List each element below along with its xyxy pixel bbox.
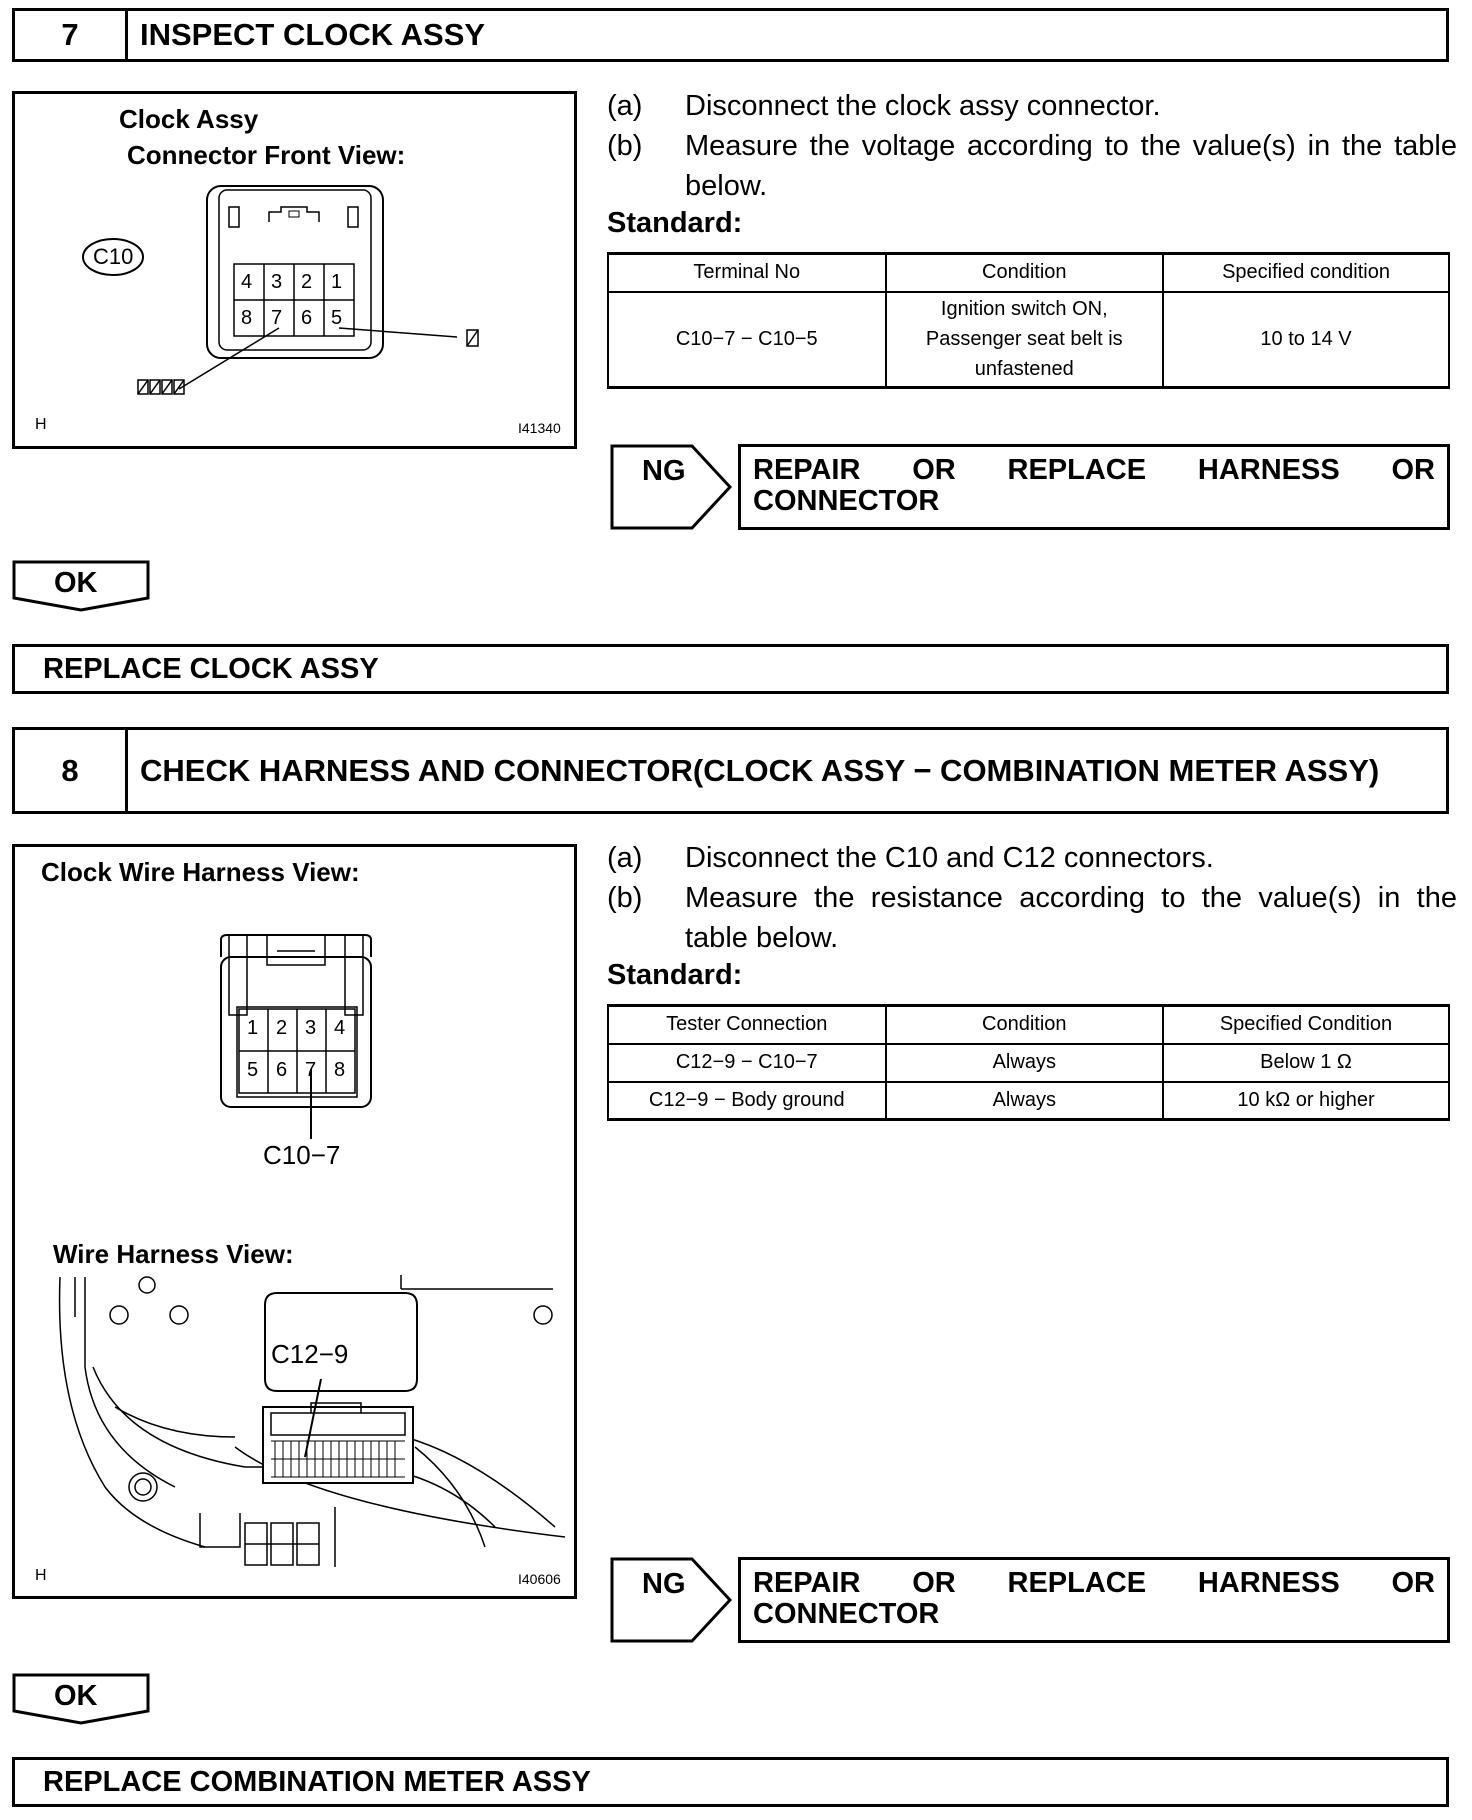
table-header-cell: Condition xyxy=(886,254,1164,292)
instruction-a: (a) Disconnect the C10 and C12 connectors. xyxy=(607,842,1214,874)
pin-1: 1 xyxy=(331,271,343,293)
step-8-instructions xyxy=(607,838,1457,958)
ok-label: OK xyxy=(54,567,98,599)
pin-6: 6 xyxy=(276,1059,288,1081)
clock-view-title: Clock Wire Harness View: xyxy=(41,857,360,887)
table-cell: Always xyxy=(886,1082,1164,1120)
table-row xyxy=(608,1044,1449,1082)
harness-view-title: Wire Harness View: xyxy=(53,1239,294,1269)
ng-label: NG xyxy=(642,1568,686,1600)
ng-action-line1: REPAIR OR REPLACE HARNESS OR xyxy=(753,454,1435,486)
step-8-result: REPLACE COMBINATION METER ASSY xyxy=(12,1757,1449,1807)
figure-title-line2: Connector Front View: xyxy=(127,140,406,170)
figure-title-line1: Clock Assy xyxy=(119,104,259,134)
step-number: 8 xyxy=(15,730,128,811)
figure-id: I40606 xyxy=(518,1571,561,1587)
table-header-cell: Specified Condition xyxy=(1163,1006,1449,1044)
ng-action-line1: REPAIR OR REPLACE HARNESS OR xyxy=(753,1567,1435,1599)
table-header-cell: Terminal No xyxy=(608,254,886,292)
step-8-header xyxy=(12,727,1449,814)
table-cell: Always xyxy=(886,1044,1164,1082)
table-header-cell: Tester Connection xyxy=(608,1006,886,1044)
ng-label: NG xyxy=(642,455,686,487)
ng-action-line2: CONNECTOR xyxy=(753,485,940,517)
step-7-result: REPLACE CLOCK ASSY xyxy=(12,644,1449,694)
pin-3: 3 xyxy=(305,1017,317,1039)
step-7-spec-table xyxy=(607,252,1450,389)
instruction-a: (a) Disconnect the clock assy connector. xyxy=(607,90,1161,122)
table-row xyxy=(608,292,1449,388)
clock-connector-drawing xyxy=(15,94,574,446)
pin-4: 4 xyxy=(241,271,253,293)
step-7-instructions xyxy=(607,86,1457,206)
table-cell: C12−9 − Body ground xyxy=(608,1082,886,1120)
connector-label-c10: C10 xyxy=(93,244,134,269)
pin-8: 8 xyxy=(241,307,253,329)
table-header-cell: Condition xyxy=(886,1006,1164,1044)
pin-2: 2 xyxy=(301,271,313,293)
ng-action-line2: CONNECTOR xyxy=(753,1598,940,1630)
harness-figure xyxy=(12,844,577,1599)
pin-5: 5 xyxy=(247,1059,259,1081)
pin-1: 1 xyxy=(247,1017,259,1039)
table-cell: Ignition switch ON, Passenger seat belt is unfastened xyxy=(886,292,1164,388)
step-number: 7 xyxy=(15,11,128,59)
pin-2: 2 xyxy=(276,1017,288,1039)
instruction-b: (b) Measure the voltage according to the value(s) in the table below. xyxy=(607,130,1457,202)
table-cell: C12−9 − C10−7 xyxy=(608,1044,886,1082)
table-header-cell: Specified condition xyxy=(1163,254,1449,292)
pin-7: 7 xyxy=(305,1059,317,1081)
standard-label: Standard: xyxy=(607,207,743,239)
standard-label: Standard: xyxy=(607,959,743,991)
clock-pin-label: C10−7 xyxy=(263,1140,341,1170)
instruction-b: (b) Measure the resistance according to the value(s) in the table below. xyxy=(607,882,1457,954)
ng-action-box xyxy=(738,444,1450,530)
pin-8: 8 xyxy=(334,1059,346,1081)
step-title: CHECK HARNESS AND CONNECTOR(CLOCK ASSY − COMBINATION METER ASSY) xyxy=(140,752,1380,788)
step-7-header xyxy=(12,8,1449,62)
table-cell: 10 to 14 V xyxy=(1163,292,1449,388)
table-cell: Below 1 Ω xyxy=(1163,1044,1449,1082)
ng-action-box xyxy=(738,1557,1450,1643)
pin-3: 3 xyxy=(271,271,283,293)
pin-5: 5 xyxy=(331,307,343,329)
table-header-row xyxy=(608,1006,1449,1044)
figure-corner-letter: H xyxy=(35,416,47,433)
pin-4: 4 xyxy=(334,1017,346,1039)
harness-drawing xyxy=(15,847,574,1596)
table-cell: 10 kΩ or higher xyxy=(1163,1082,1449,1120)
figure-id: I41340 xyxy=(518,420,561,436)
ok-label: OK xyxy=(54,1680,98,1712)
harness-pin-label: C12−9 xyxy=(271,1339,349,1369)
step-title: INSPECT CLOCK ASSY xyxy=(140,17,486,52)
clock-connector-figure xyxy=(12,91,577,449)
table-cell: C10−7 − C10−5 xyxy=(608,292,886,388)
table-row xyxy=(608,1082,1449,1120)
table-header-row xyxy=(608,254,1449,292)
step-8-spec-table xyxy=(607,1004,1450,1121)
figure-corner-letter: H xyxy=(35,1567,47,1584)
pin-6: 6 xyxy=(301,307,313,329)
pin-7: 7 xyxy=(271,307,283,329)
